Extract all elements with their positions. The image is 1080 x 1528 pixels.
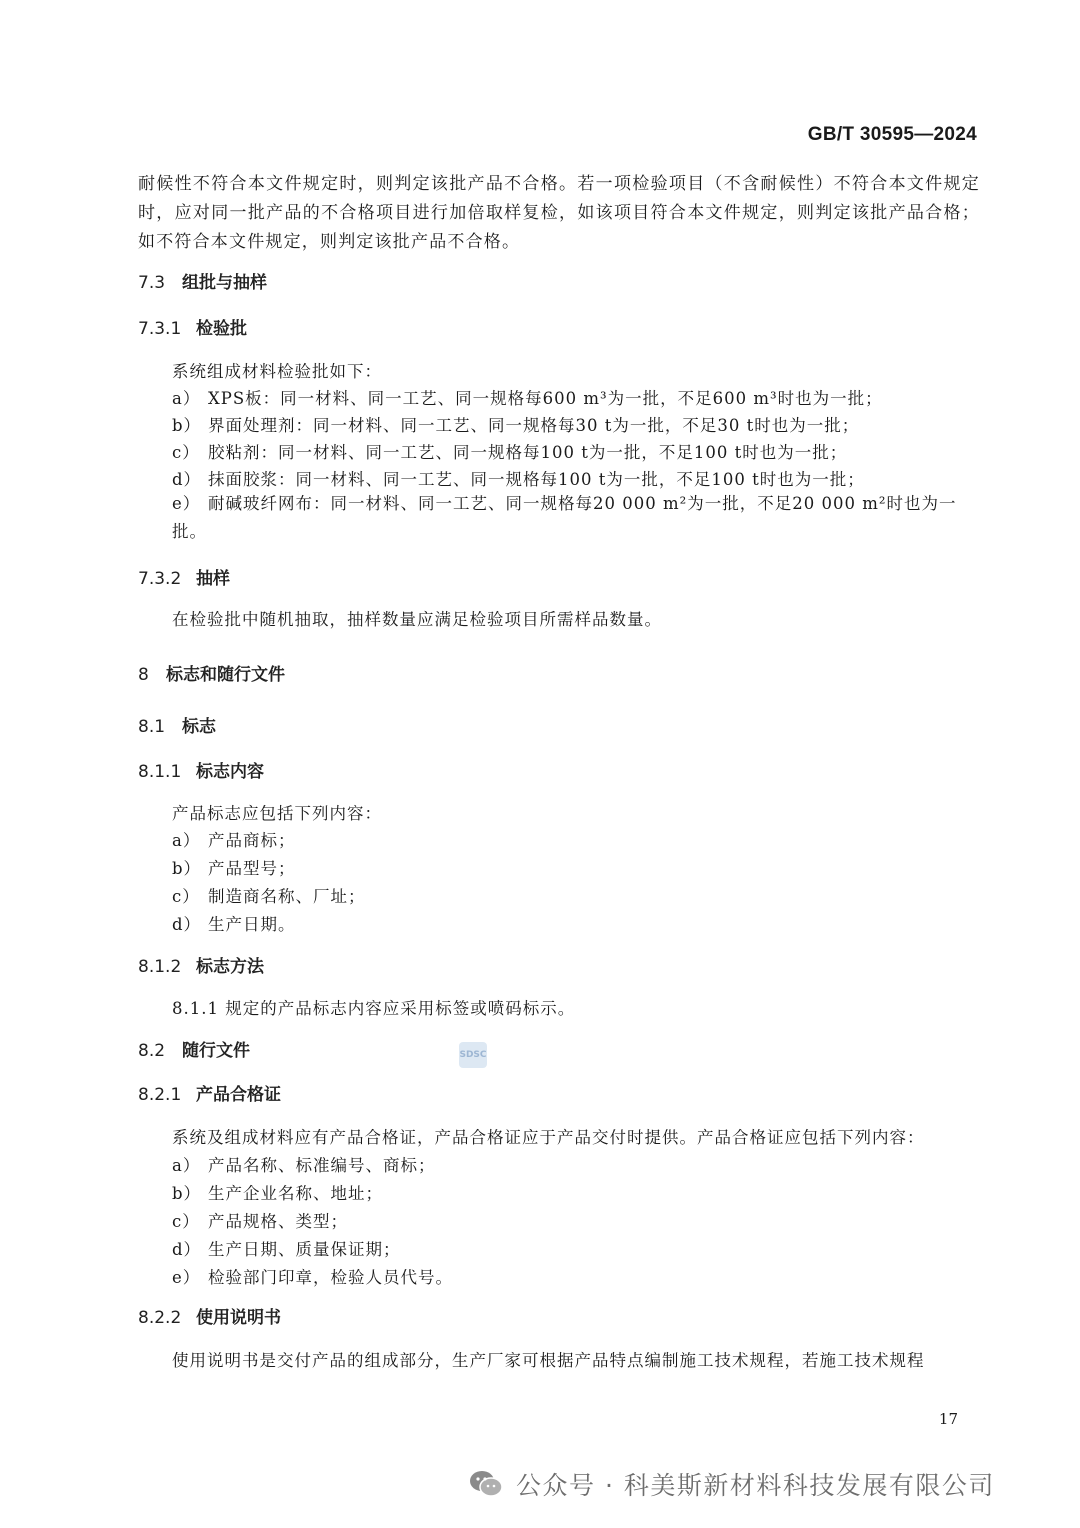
- section-number: 8.2.1: [138, 1085, 182, 1105]
- section-number: 8: [138, 665, 149, 685]
- section-heading-8-2-1: [138, 1080, 281, 1105]
- section-title: 抽样: [196, 569, 230, 589]
- section-lead: 产品标志应包括下列内容：: [172, 804, 382, 823]
- section-heading-7-3: [138, 268, 267, 293]
- section-title: 产品合格证: [196, 1085, 281, 1105]
- section-text: 8.1.1 规定的产品标志内容应采用标签或喷码标示。: [172, 999, 576, 1018]
- list-item: b） 生产企业名称、地址；: [172, 1184, 383, 1203]
- section-heading-8-1-1: [138, 757, 264, 782]
- list-item: a） 产品名称、标准编号、商标；: [172, 1156, 436, 1175]
- section-title: 随行文件: [182, 1041, 250, 1061]
- list-item: c） 制造商名称、厂址；: [172, 887, 366, 906]
- section-title: 标志和随行文件: [166, 665, 285, 685]
- list-item: d） 生产日期。: [172, 915, 296, 934]
- section-heading-8: [138, 660, 285, 685]
- section-heading-8-1-2: [138, 952, 264, 977]
- page-number: 17: [938, 1410, 958, 1428]
- section-title: 使用说明书: [196, 1308, 281, 1328]
- section-text: 在检验批中随机抽取，抽样数量应满足检验项目所需样品数量。: [172, 610, 662, 629]
- list-item: e） 检验部门印章，检验人员代号。: [172, 1268, 453, 1287]
- list-item: e） 耐碱玻纤网布：同一材料、同一工艺、同一规格每20 000 m²为一批，不足20 000 m²时也为一批。: [172, 494, 957, 541]
- list-item: a） 产品商标；: [172, 831, 296, 850]
- section-number: 8.1.2: [138, 957, 182, 977]
- section-title: 标志内容: [196, 762, 264, 782]
- section-lead: 系统组成材料检验批如下：: [172, 362, 382, 381]
- list-item: d） 抹面胶浆：同一材料、同一工艺、同一规格每100 t为一批，不足100 t时也为一批；: [172, 470, 865, 489]
- list-item: d） 生产日期、质量保证期；: [172, 1240, 401, 1259]
- section-heading-8-1: [138, 712, 216, 737]
- section-title: 标志方法: [196, 957, 264, 977]
- footer-text: 公众号 · 科美斯新材料科技发展有限公司: [516, 1471, 995, 1500]
- section-title: 标志: [182, 717, 216, 737]
- section-title: 检验批: [196, 319, 247, 339]
- intro-paragraph: 耐候性不符合本文件规定时，则判定该批产品不合格。若一项检验项目（不含耐候性）不符合本文件规定时，应对同一批产品的不合格项目进行加倍取样复检，如该项目符合本文件规定，则判定该批产品合格；如不符合本文件规定，则判定该批产品不合格。: [138, 174, 980, 252]
- list-item: b） 界面处理剂：同一材料、同一工艺、同一规格每30 t为一批，不足30 t时也为一批；: [172, 416, 860, 435]
- wechat-footer: [468, 1462, 995, 1506]
- list-item: c） 胶粘剂：同一材料、同一工艺、同一规格每100 t为一批，不足100 t时也为一批；: [172, 443, 848, 462]
- section-lead: 系统及组成材料应有产品合格证，产品合格证应于产品交付时提供。产品合格证应包括下列内容：: [172, 1128, 925, 1147]
- list-item: a） XPS板：同一材料、同一工艺、同一规格每600 m³为一批，不足600 m³时也为一批；: [172, 389, 883, 408]
- list-item: c） 产品规格、类型；: [172, 1212, 348, 1231]
- section-number: 7.3.1: [138, 319, 182, 339]
- list-item: b） 产品型号；: [172, 859, 296, 878]
- standard-number: GB/T 30595—2024: [807, 124, 977, 145]
- section-title: 组批与抽样: [182, 273, 267, 293]
- section-text: 使用说明书是交付产品的组成部分，生产厂家可根据产品特点编制施工技术规程，若施工技术规程: [172, 1351, 925, 1370]
- section-heading-7-3-1: [138, 314, 247, 339]
- section-number: 7.3.2: [138, 569, 182, 589]
- section-number: 8.1.1: [138, 762, 182, 782]
- section-number: 7.3: [138, 273, 166, 293]
- section-heading-7-3-2: [138, 564, 230, 589]
- watermark-logo-icon: SDSC: [459, 1042, 487, 1068]
- section-heading-8-2-2: [138, 1303, 281, 1328]
- wechat-icon: [468, 1469, 504, 1499]
- section-heading-8-2: [138, 1036, 250, 1061]
- section-number: 8.2.2: [138, 1308, 182, 1328]
- section-number: 8.2: [138, 1041, 166, 1061]
- section-number: 8.1: [138, 717, 166, 737]
